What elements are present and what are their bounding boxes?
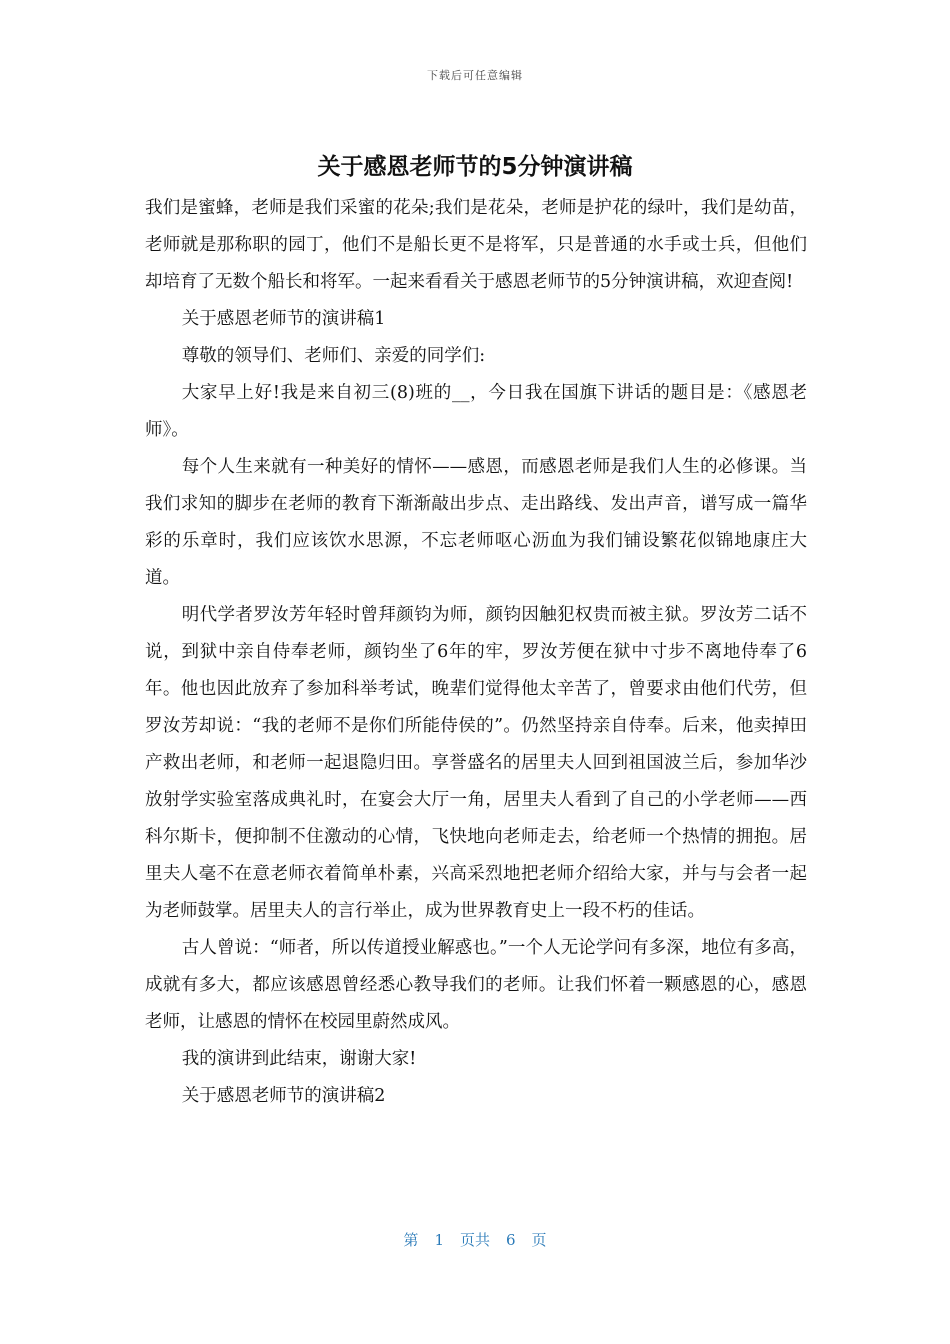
salutation-paragraph: 尊敬的领导们、老师们、亲爱的同学们: <box>181 346 486 366</box>
body-paragraph: 明代学者罗汝芳年轻时曾拜颜钧为师，颜钧因触犯权贵而被主狱。罗汝芳二话不说，到狱中亲自侍奉老师，颜钧坐了6年的牢，罗汝芳便在狱中寸步不离地侍奉了6年。他也因此放弃了参加科举考试，晚辈们觉得他太辛苦了，曾要求由他们代劳，但罗汝芳却说：“我的老师不是你们所能侍侯的”。仍然坚持亲自侍奉。后来，他卖掉田产救出老师，和老师一起退隐归田。享誉盛名的居里夫人回到祖国波兰后，参加华沙放射学实验室落成典礼时，在宴会大厅一角，居里夫人看到了自己的小学老师——西科尔斯卡，便抑制不住激动的心情，飞快地向老师走去，给老师一个热情的拥抱。居里夫人毫不在意老师衣着简单朴素，兴高采烈地把老师介绍给大家，并与与会者一起为老师鼓掌。居里夫人的言行举止，成为世界教育史上一段不朽的佳话。 <box>145 605 807 921</box>
greeting-paragraph: 大家早上好!我是来自初三(8)班的__，今日我在国旗下讲话的题目是：《感恩老师》。 <box>145 383 807 440</box>
total-pages-number: 6 <box>506 1231 516 1249</box>
download-note: 下载后可任意编辑 <box>427 69 523 82</box>
section-heading-speech-1: 关于感恩老师节的演讲稿1 <box>181 309 386 329</box>
closing-paragraph: 我的演讲到此结束，谢谢大家! <box>181 1049 417 1069</box>
document-body <box>145 190 807 1115</box>
section-heading-speech-2: 关于感恩老师节的演讲稿2 <box>181 1086 386 1106</box>
page-footer <box>0 1229 950 1250</box>
intro-paragraph: 我们是蜜蜂，老师是我们采蜜的花朵;我们是花朵，老师是护花的绿叶，我们是幼苗，老师就是那称职的园丁，他们不是船长更不是将军，只是普通的水手或士兵，但他们却培育了无数个船长和将军。一起来看看关于感恩老师节的5分钟演讲稿，欢迎查阅! <box>145 198 807 292</box>
page-label-prefix: 第 <box>403 1231 419 1249</box>
page-label-suffix: 页 <box>531 1231 547 1249</box>
document-title: 关于感恩老师节的5分钟演讲稿 <box>317 154 633 180</box>
page-label-mid: 页共 <box>459 1231 490 1249</box>
body-paragraph: 古人曾说：“师者，所以传道授业解惑也。”一个人无论学问有多深，地位有多高，成就有多大，都应该感恩曾经悉心教导我们的老师。让我们怀着一颗感恩的心，感恩老师，让感恩的情怀在校园里蔚然成风。 <box>145 938 807 1032</box>
current-page-number: 1 <box>434 1231 444 1249</box>
body-paragraph: 每个人生来就有一种美好的情怀——感恩，而感恩老师是我们人生的必修课。当我们求知的脚步在老师的教育下渐渐敲出步点、走出路线、发出声音，谱写成一篇华彩的乐章时，我们应该饮水思源，不忘老师呕心沥血为我们铺设繁花似锦地康庄大道。 <box>145 457 807 588</box>
